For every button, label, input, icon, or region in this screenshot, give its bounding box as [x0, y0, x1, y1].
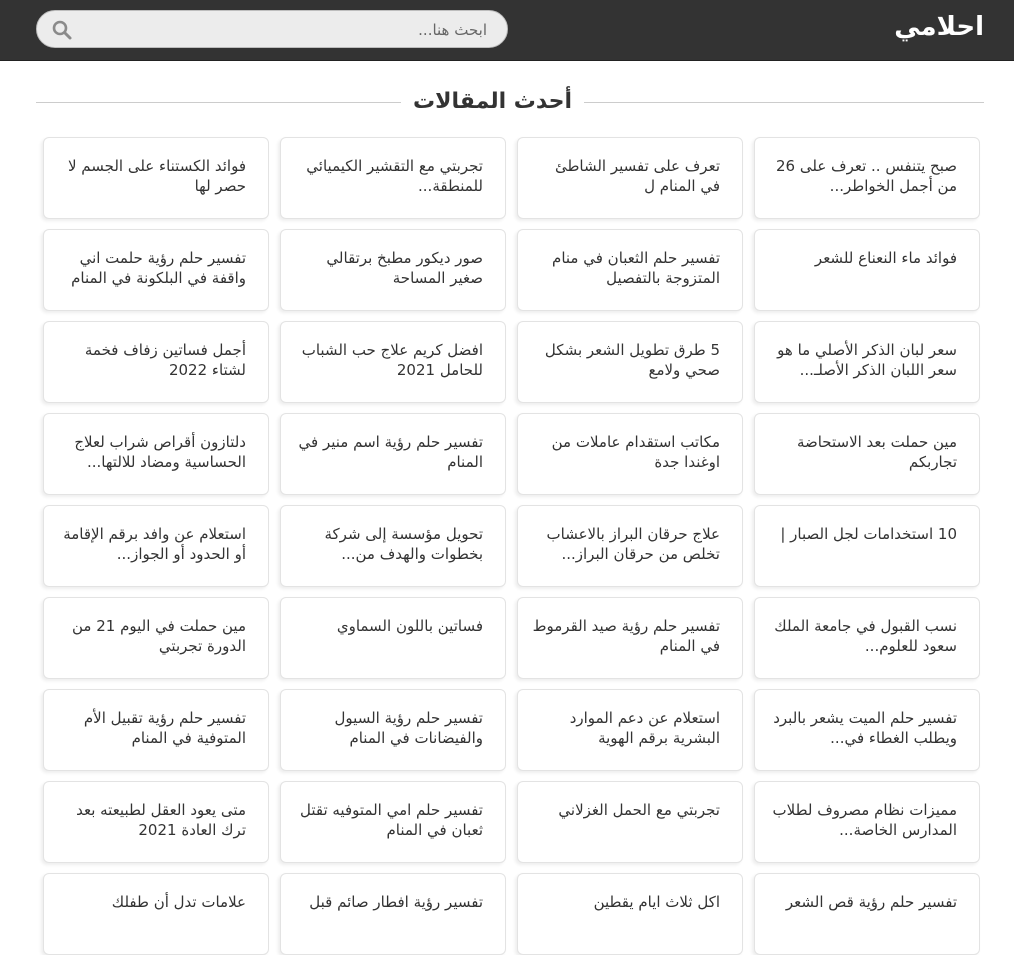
article-title[interactable]: تفسير حلم رؤية تقبيل الأم المتوفية في المنام [83, 709, 246, 747]
article-card[interactable] [280, 781, 506, 863]
article-title[interactable]: مميزات نظام مصروف لطلاب المدارس الخاصة... [772, 801, 957, 839]
article-title[interactable]: مين حملت في اليوم 21 من الدورة تجربتي [72, 617, 246, 655]
article-card[interactable] [280, 229, 506, 311]
article-card[interactable] [754, 229, 980, 311]
article-title[interactable]: صور ديكور مطبخ برتقالي صغير المساحة [326, 249, 483, 287]
article-title[interactable]: صبح يتنفس .. تعرف على 26 من أجمل الخواطر... [775, 157, 957, 195]
article-title[interactable]: 5 طرق تطويل الشعر بشكل صحي ولامع [544, 341, 720, 379]
article-card[interactable] [43, 597, 269, 679]
article-card[interactable] [43, 229, 269, 311]
article-title[interactable]: سعر لبان الذكر الأصلي ما هو سعر اللبان الذكر الأصلـ... [777, 341, 957, 379]
article-title[interactable]: دلتازون أقراص شراب لعلاج الحساسية ومضاد للالتها... [74, 433, 246, 471]
article-title[interactable]: مين حملت بعد الاستحاضة تجاربكم [796, 433, 957, 471]
article-title[interactable]: تفسير حلم رؤية السيول والفيضانات في المنام [334, 709, 483, 747]
article-title[interactable]: تفسير حلم رؤية اسم منير في المنام [298, 433, 483, 471]
article-card[interactable] [754, 781, 980, 863]
article-card[interactable] [517, 229, 743, 311]
article-title[interactable]: أجمل فساتين زفاف فخمة لشتاء 2022 [84, 341, 246, 379]
search-icon[interactable] [51, 19, 73, 41]
article-title[interactable]: استعلام عن وافد برقم الإقامة أو الحدود أو الجواز... [63, 525, 246, 563]
article-title[interactable]: تفسير حلم الثعبان في منام المتزوجة بالتفصيل [552, 249, 720, 287]
article-title[interactable]: فساتين باللون السماوي [336, 617, 483, 635]
article-card[interactable] [754, 689, 980, 771]
latest-articles-header [36, 84, 984, 120]
article-title[interactable]: تفسير حلم امي المتوفيه تقتل ثعبان في المنام [299, 801, 483, 839]
article-title[interactable]: تفسير حلم رؤية صيد القرموط في المنام [532, 617, 720, 655]
article-title[interactable]: نسب القبول في جامعة الملك سعود للعلوم... [774, 617, 957, 655]
article-title[interactable]: فوائد الكستناء على الجسم لا حصر لها [67, 157, 246, 195]
article-card[interactable] [517, 505, 743, 587]
article-card[interactable] [280, 597, 506, 679]
article-card[interactable] [43, 781, 269, 863]
article-card[interactable] [43, 505, 269, 587]
article-title[interactable]: متى يعود العقل لطبيعته بعد ترك العادة 2021 [76, 801, 246, 839]
article-title[interactable]: تجربتي مع التقشير الكيميائي للمنطقة... [306, 157, 483, 195]
article-title[interactable]: تفسير حلم رؤية حلمت اني واقفة في البلكونة في المنام [71, 249, 246, 287]
article-card[interactable] [43, 689, 269, 771]
article-title[interactable]: تعرف على تفسير الشاطئ في المنام ل [554, 157, 720, 195]
article-card[interactable] [280, 413, 506, 495]
article-card[interactable] [517, 781, 743, 863]
article-card[interactable] [43, 873, 269, 955]
article-card[interactable] [754, 413, 980, 495]
articles-grid [40, 137, 980, 955]
article-title[interactable]: تحويل مؤسسة إلى شركة بخطوات والهدف من... [324, 525, 483, 563]
article-card[interactable] [280, 873, 506, 955]
article-card[interactable] [517, 321, 743, 403]
article-card[interactable] [280, 505, 506, 587]
article-card[interactable] [43, 321, 269, 403]
search-input[interactable] [105, 11, 489, 49]
article-card[interactable] [754, 137, 980, 219]
article-card[interactable] [43, 137, 269, 219]
article-card[interactable] [517, 873, 743, 955]
article-title[interactable]: 10 استخدامات لجل الصبار | [780, 525, 957, 543]
article-card[interactable] [280, 689, 506, 771]
article-card[interactable] [754, 873, 980, 955]
site-logo[interactable]: احلامي [894, 12, 984, 42]
section-title: أحدث المقالات [401, 84, 584, 120]
article-card[interactable] [517, 597, 743, 679]
article-card[interactable] [43, 413, 269, 495]
article-title[interactable]: استعلام عن دعم الموارد البشرية برقم الهوية [569, 709, 720, 747]
article-card[interactable] [754, 505, 980, 587]
top-navbar [0, 0, 1014, 61]
article-card[interactable] [517, 689, 743, 771]
article-title[interactable]: تفسير حلم الميت يشعر بالبرد ويطلب الغطاء في... [773, 709, 957, 747]
article-title[interactable]: افضل كريم علاج حب الشباب للحامل 2021 [301, 341, 483, 379]
article-title[interactable]: علامات تدل أن طفلك [111, 893, 246, 911]
article-card[interactable] [280, 137, 506, 219]
search-box[interactable] [36, 10, 508, 48]
article-title[interactable]: علاج حرقان البراز بالاعشاب تخلص من حرقان البراز... [546, 525, 720, 563]
article-title[interactable]: تفسير رؤية افطار صائم قبل [309, 893, 483, 911]
article-card[interactable] [280, 321, 506, 403]
article-card[interactable] [754, 321, 980, 403]
article-title[interactable]: تجربتي مع الحمل الغزلاني [558, 801, 720, 819]
article-title[interactable]: اكل ثلاث ايام يقطين [593, 893, 720, 911]
article-title[interactable]: فوائد ماء النعناع للشعر [814, 249, 957, 267]
article-title[interactable]: تفسير حلم رؤية قص الشعر [785, 893, 957, 911]
article-card[interactable] [754, 597, 980, 679]
article-card[interactable] [517, 413, 743, 495]
article-title[interactable]: مكاتب استقدام عاملات من اوغندا جدة [551, 433, 720, 471]
article-card[interactable] [517, 137, 743, 219]
